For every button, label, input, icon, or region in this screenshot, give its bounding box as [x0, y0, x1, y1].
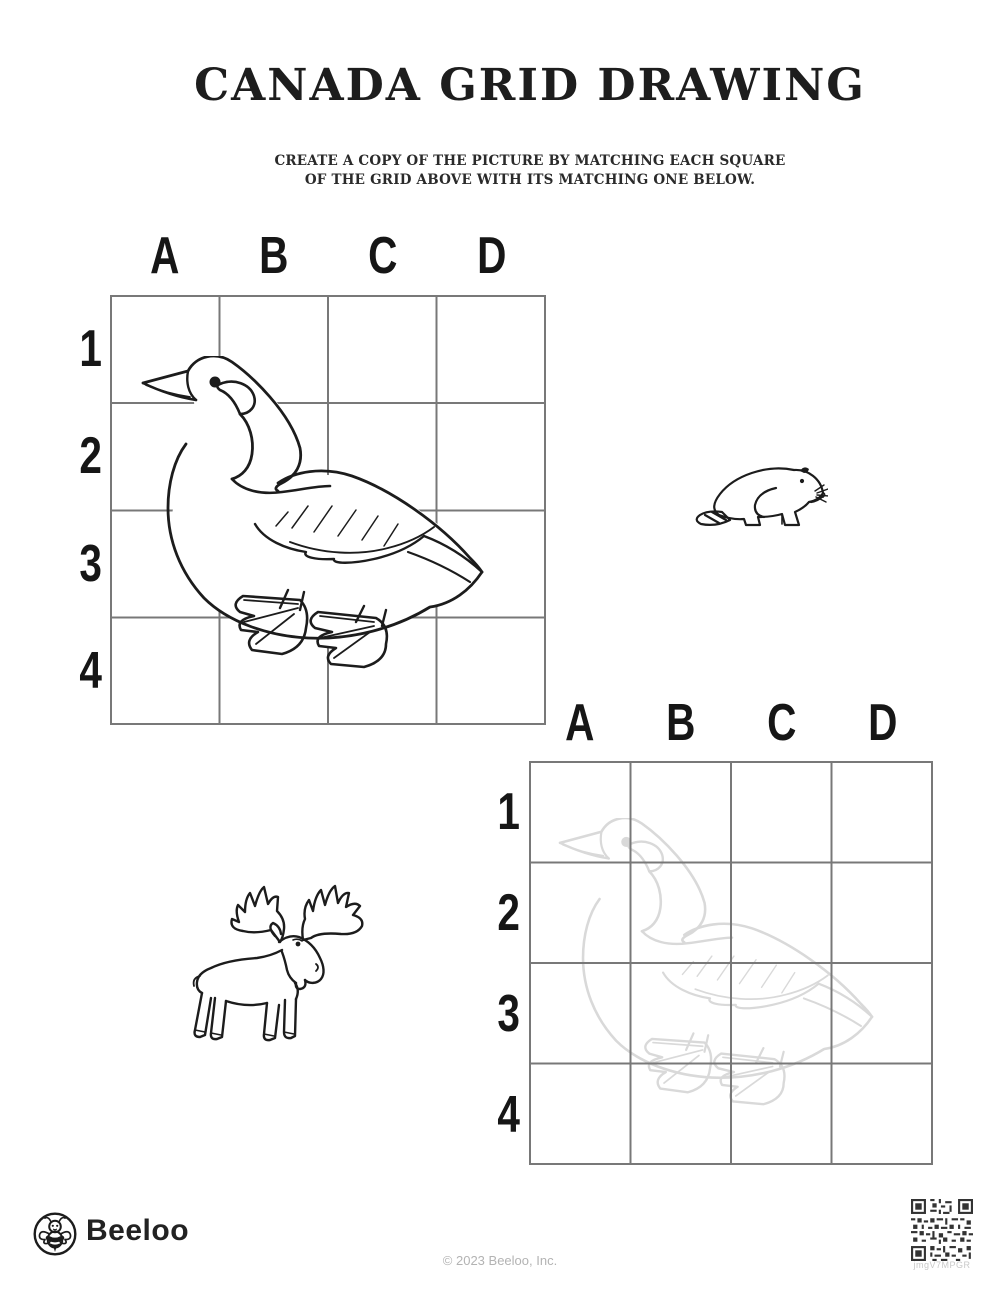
reference-col-label-a: A — [149, 227, 180, 285]
reference-row-label-4: 4 — [79, 642, 102, 701]
reference-col-label-c: C — [367, 227, 398, 285]
reference-col-label-d: D — [476, 227, 507, 285]
practice-row-label-2: 2 — [497, 883, 520, 942]
practice-row-label-1: 1 — [497, 782, 520, 841]
loon-drawing — [140, 356, 498, 670]
practice-grid-lines — [529, 761, 933, 1165]
bee-logo-icon — [33, 1212, 77, 1256]
practice-row-label-4: 4 — [497, 1085, 520, 1144]
practice-col-label-b: B — [665, 694, 696, 752]
qr-code-label: jmgV7MPGR — [913, 1260, 971, 1270]
qr-code — [911, 1199, 973, 1261]
page-title: CANADA GRID DRAWING — [194, 60, 866, 111]
practice-grid-column-labels — [529, 693, 933, 752]
reference-col-label-b: B — [258, 227, 289, 285]
reference-row-label-3: 3 — [79, 534, 102, 593]
moose-drawing — [183, 880, 373, 1048]
practice-row-label-3: 3 — [497, 984, 520, 1043]
practice-col-label-c: C — [766, 694, 797, 752]
reference-grid-column-labels — [110, 224, 546, 285]
beaver-drawing — [692, 460, 828, 528]
copyright-text: © 2023 Beeloo, Inc. — [442, 1253, 558, 1268]
reference-row-label-1: 1 — [79, 319, 102, 378]
instructions-line-1: CREATE A COPY OF THE PICTURE BY MATCHING EACH SQUARE — [274, 153, 786, 169]
brand-wordmark: Beeloo — [86, 1214, 190, 1247]
practice-col-label-a: A — [564, 694, 595, 752]
practice-grid-row-labels — [474, 761, 520, 1165]
practice-col-label-d: D — [867, 694, 898, 752]
reference-row-label-2: 2 — [79, 427, 102, 486]
instructions-line-2: OF THE GRID ABOVE WITH ITS MATCHING ONE BELOW. — [304, 172, 756, 188]
reference-grid-row-labels — [52, 295, 102, 725]
